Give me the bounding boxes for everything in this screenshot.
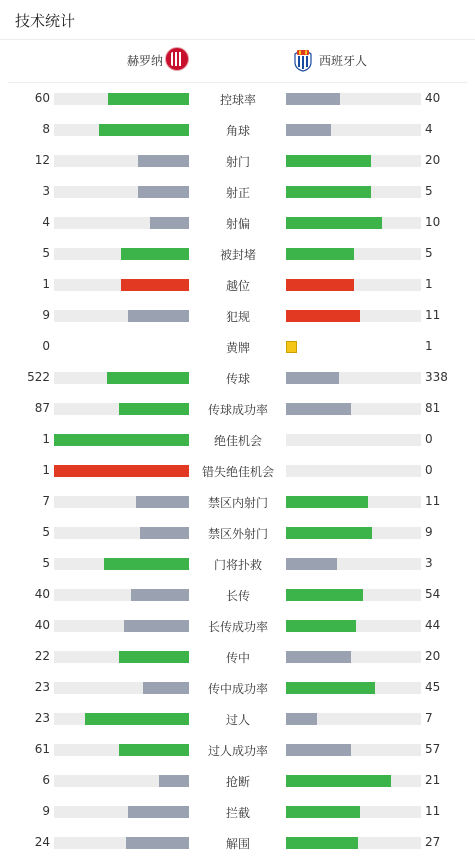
stat-row bbox=[0, 145, 475, 176]
stat-label: 错失绝佳机会 bbox=[201, 465, 274, 479]
away-value: 40 bbox=[425, 91, 441, 105]
away-value: 5 bbox=[425, 184, 433, 198]
home-bar-track bbox=[54, 155, 189, 167]
away-bar-track bbox=[286, 465, 421, 477]
away-bar-fill bbox=[286, 558, 337, 570]
away-bar-track bbox=[286, 310, 421, 322]
away-team-crest-icon[interactable] bbox=[293, 48, 313, 72]
home-bar-track bbox=[54, 186, 189, 198]
home-bar-fill bbox=[54, 465, 189, 477]
stat-row bbox=[0, 579, 475, 610]
stat-label: 绝佳机会 bbox=[213, 434, 262, 448]
away-bar-track bbox=[286, 248, 421, 260]
away-value: 57 bbox=[425, 742, 441, 756]
away-bar-track bbox=[286, 93, 421, 105]
stat-label: 黄牌 bbox=[225, 341, 250, 355]
stat-label: 被封堵 bbox=[219, 248, 256, 262]
away-bar-track bbox=[286, 372, 421, 384]
home-value: 522 bbox=[27, 370, 50, 384]
stat-row bbox=[0, 331, 475, 362]
away-bar-track bbox=[286, 651, 421, 663]
stat-label: 传中成功率 bbox=[207, 682, 268, 696]
stat-row bbox=[0, 517, 475, 548]
away-value: 10 bbox=[425, 215, 441, 229]
home-bar-fill bbox=[104, 558, 189, 570]
away-bar-track bbox=[286, 837, 421, 849]
away-bar-fill bbox=[286, 155, 371, 167]
stat-label: 长传 bbox=[225, 589, 250, 603]
yellow-card-icon bbox=[286, 341, 297, 353]
away-value: 5 bbox=[425, 246, 433, 260]
stat-label: 角球 bbox=[225, 124, 250, 138]
stat-row bbox=[0, 486, 475, 517]
away-value: 20 bbox=[425, 153, 441, 167]
away-value: 7 bbox=[425, 711, 433, 725]
home-bar-track bbox=[54, 589, 189, 601]
home-bar-track bbox=[54, 434, 189, 446]
away-value: 21 bbox=[425, 773, 441, 787]
home-bar-fill bbox=[128, 806, 189, 818]
stat-label: 抢断 bbox=[225, 775, 250, 789]
home-value: 1 bbox=[42, 432, 50, 446]
away-bar-fill bbox=[286, 651, 351, 663]
away-value: 27 bbox=[425, 835, 441, 849]
away-bar-fill bbox=[286, 403, 351, 415]
home-value: 61 bbox=[34, 742, 50, 756]
home-bar-fill bbox=[140, 527, 189, 539]
away-value: 81 bbox=[425, 401, 441, 415]
stat-label: 控球率 bbox=[219, 93, 256, 107]
stat-label: 过人 bbox=[225, 713, 250, 727]
home-value: 9 bbox=[42, 308, 50, 322]
home-bar-fill bbox=[138, 155, 189, 167]
stat-row bbox=[0, 424, 475, 455]
home-bar-track bbox=[54, 713, 189, 725]
home-bar-track bbox=[54, 248, 189, 260]
away-bar-fill bbox=[286, 310, 360, 322]
home-bar-fill bbox=[119, 744, 189, 756]
stat-label: 长传成功率 bbox=[207, 620, 268, 634]
home-bar-track bbox=[54, 744, 189, 756]
home-bar-fill bbox=[107, 372, 189, 384]
home-bar-track bbox=[54, 372, 189, 384]
away-bar-track bbox=[286, 775, 421, 787]
home-bar-fill bbox=[136, 496, 189, 508]
away-value: 0 bbox=[425, 463, 433, 477]
away-bar-track bbox=[286, 620, 421, 632]
home-bar-fill bbox=[126, 837, 189, 849]
home-bar-track bbox=[54, 837, 189, 849]
away-bar-track bbox=[286, 527, 421, 539]
away-bar-fill bbox=[286, 806, 360, 818]
home-bar-fill bbox=[119, 651, 189, 663]
home-value: 40 bbox=[34, 587, 50, 601]
stat-row bbox=[0, 765, 475, 796]
home-value: 12 bbox=[34, 153, 50, 167]
stat-row bbox=[0, 114, 475, 145]
away-bar-track bbox=[286, 155, 421, 167]
home-bar-fill bbox=[124, 620, 189, 632]
stat-label: 过人成功率 bbox=[207, 744, 268, 758]
home-value: 60 bbox=[34, 91, 50, 105]
stat-label: 犯规 bbox=[225, 310, 250, 324]
away-bar-fill bbox=[286, 372, 339, 384]
home-bar-track bbox=[54, 310, 189, 322]
away-bar-fill bbox=[286, 124, 331, 136]
away-bar-fill bbox=[286, 713, 317, 725]
home-bar-fill bbox=[121, 279, 189, 291]
home-bar-track bbox=[54, 527, 189, 539]
stat-row bbox=[0, 362, 475, 393]
away-bar-track bbox=[286, 341, 421, 353]
stat-label: 禁区外射门 bbox=[207, 527, 268, 541]
page-title: 技术统计 bbox=[15, 12, 76, 30]
home-bar-track bbox=[54, 496, 189, 508]
stat-row bbox=[0, 393, 475, 424]
away-value: 54 bbox=[425, 587, 441, 601]
home-bar-track bbox=[54, 93, 189, 105]
home-value: 6 bbox=[42, 773, 50, 787]
away-bar-track bbox=[286, 434, 421, 446]
home-value: 40 bbox=[34, 618, 50, 632]
home-value: 1 bbox=[42, 277, 50, 291]
home-value: 23 bbox=[34, 711, 50, 725]
home-bar-fill bbox=[54, 434, 189, 446]
stat-row bbox=[0, 827, 475, 858]
home-value: 87 bbox=[34, 401, 50, 415]
away-bar-track bbox=[286, 589, 421, 601]
away-bar-track bbox=[286, 403, 421, 415]
away-value: 338 bbox=[425, 370, 448, 384]
away-bar-track bbox=[286, 682, 421, 694]
home-bar-track bbox=[54, 682, 189, 694]
home-bar-track bbox=[54, 341, 189, 353]
away-value: 1 bbox=[425, 339, 433, 353]
stat-row bbox=[0, 610, 475, 641]
away-bar-fill bbox=[286, 217, 382, 229]
home-bar-fill bbox=[119, 403, 189, 415]
home-value: 8 bbox=[42, 122, 50, 136]
home-value: 7 bbox=[42, 494, 50, 508]
home-value: 23 bbox=[34, 680, 50, 694]
stat-label: 射门 bbox=[225, 155, 250, 169]
stat-label: 越位 bbox=[225, 279, 250, 293]
away-bar-track bbox=[286, 186, 421, 198]
stat-row bbox=[0, 641, 475, 672]
away-bar-track bbox=[286, 806, 421, 818]
stat-label: 传球 bbox=[225, 372, 250, 386]
home-bar-fill bbox=[128, 310, 189, 322]
home-value: 1 bbox=[42, 463, 50, 477]
stat-label: 禁区内射门 bbox=[207, 496, 268, 510]
away-bar-track bbox=[286, 558, 421, 570]
away-value: 45 bbox=[425, 680, 441, 694]
home-value: 24 bbox=[34, 835, 50, 849]
home-value: 22 bbox=[34, 649, 50, 663]
home-value: 5 bbox=[42, 246, 50, 260]
home-value: 9 bbox=[42, 804, 50, 818]
away-value: 44 bbox=[425, 618, 441, 632]
home-bar-track bbox=[54, 775, 189, 787]
home-bar-track bbox=[54, 465, 189, 477]
home-team-crest-icon[interactable] bbox=[165, 47, 189, 71]
home-value: 4 bbox=[42, 215, 50, 229]
home-bar-track bbox=[54, 620, 189, 632]
away-value: 20 bbox=[425, 649, 441, 663]
away-bar-fill bbox=[286, 279, 354, 291]
stat-row bbox=[0, 300, 475, 331]
away-bar-fill bbox=[286, 527, 372, 539]
away-bar-track bbox=[286, 124, 421, 136]
stats-header bbox=[0, 0, 475, 40]
home-bar-fill bbox=[85, 713, 189, 725]
home-bar-fill bbox=[150, 217, 189, 229]
stat-row bbox=[0, 796, 475, 827]
home-bar-fill bbox=[138, 186, 189, 198]
home-bar-track bbox=[54, 558, 189, 570]
home-bar-track bbox=[54, 279, 189, 291]
away-value: 4 bbox=[425, 122, 433, 136]
away-bar-fill bbox=[286, 620, 356, 632]
away-bar-track bbox=[286, 496, 421, 508]
stat-row bbox=[0, 269, 475, 300]
home-bar-fill bbox=[159, 775, 189, 787]
stat-label: 射正 bbox=[225, 186, 250, 200]
home-value: 5 bbox=[42, 556, 50, 570]
home-value: 0 bbox=[42, 339, 50, 353]
stat-row bbox=[0, 672, 475, 703]
stat-row bbox=[0, 238, 475, 269]
stat-row bbox=[0, 176, 475, 207]
away-bar-fill bbox=[286, 186, 371, 198]
stat-label: 传球成功率 bbox=[207, 403, 268, 417]
stat-row bbox=[0, 548, 475, 579]
home-bar-fill bbox=[99, 124, 189, 136]
stat-row bbox=[0, 83, 475, 114]
stat-label: 门将扑救 bbox=[213, 558, 262, 572]
away-bar-fill bbox=[286, 589, 363, 601]
away-bar-track bbox=[286, 279, 421, 291]
away-bar-fill bbox=[286, 837, 358, 849]
home-bar-track bbox=[54, 651, 189, 663]
stat-row bbox=[0, 207, 475, 238]
home-bar-fill bbox=[143, 682, 189, 694]
home-bar-fill bbox=[121, 248, 189, 260]
home-bar-fill bbox=[108, 93, 189, 105]
home-team-name[interactable]: 赫罗纳 bbox=[126, 54, 163, 68]
away-value: 9 bbox=[425, 525, 433, 539]
away-value: 11 bbox=[425, 308, 441, 322]
home-bar-track bbox=[54, 217, 189, 229]
away-value: 11 bbox=[425, 494, 441, 508]
away-bar-fill bbox=[286, 496, 368, 508]
away-bar-fill bbox=[286, 248, 354, 260]
away-value: 3 bbox=[425, 556, 433, 570]
teams-bar bbox=[8, 40, 467, 83]
away-team-name[interactable]: 西班牙人 bbox=[319, 54, 368, 68]
stat-row bbox=[0, 455, 475, 486]
away-value: 11 bbox=[425, 804, 441, 818]
away-bar-fill bbox=[286, 682, 375, 694]
away-value: 0 bbox=[425, 432, 433, 446]
home-bar-fill bbox=[131, 589, 189, 601]
away-bar-track bbox=[286, 744, 421, 756]
stat-label: 解围 bbox=[225, 837, 250, 851]
stat-label: 射偏 bbox=[225, 217, 250, 231]
stat-row bbox=[0, 734, 475, 765]
away-value: 1 bbox=[425, 277, 433, 291]
home-value: 3 bbox=[42, 184, 50, 198]
home-bar-track bbox=[54, 403, 189, 415]
away-bar-fill bbox=[286, 744, 351, 756]
home-bar-track bbox=[54, 124, 189, 136]
stat-label: 拦截 bbox=[225, 806, 250, 820]
stat-label: 传中 bbox=[225, 651, 250, 665]
away-bar-fill bbox=[286, 93, 340, 105]
home-bar-track bbox=[54, 806, 189, 818]
away-bar-fill bbox=[286, 775, 391, 787]
away-bar-track bbox=[286, 217, 421, 229]
away-bar-track bbox=[286, 713, 421, 725]
stat-row bbox=[0, 703, 475, 734]
home-value: 5 bbox=[42, 525, 50, 539]
